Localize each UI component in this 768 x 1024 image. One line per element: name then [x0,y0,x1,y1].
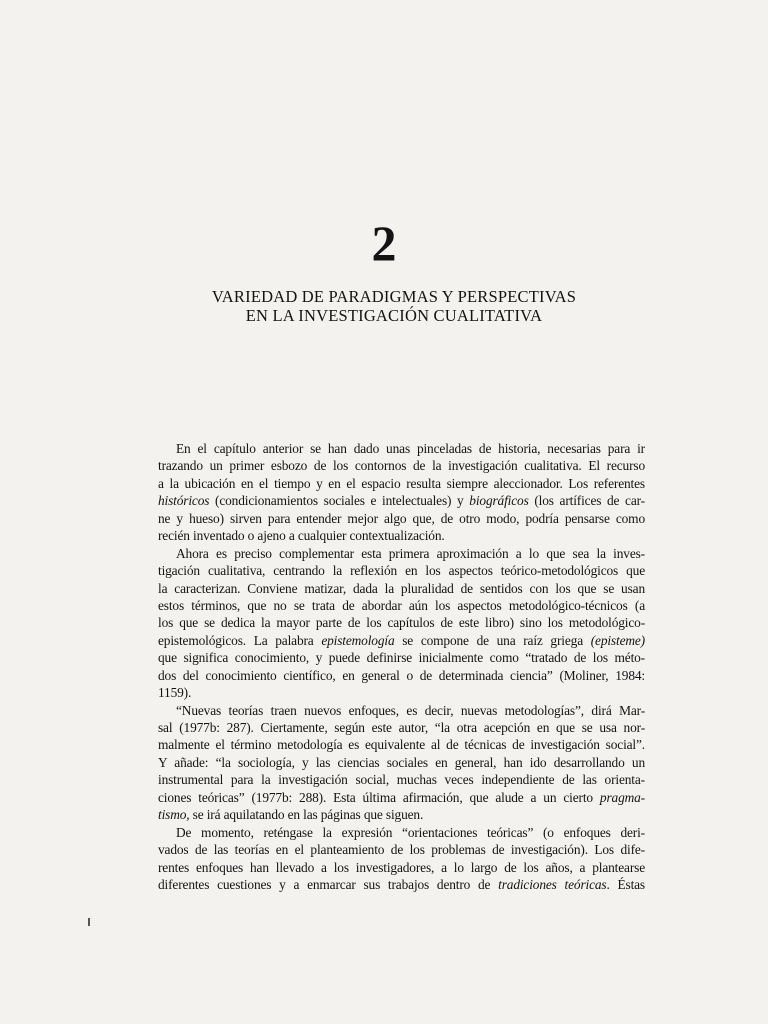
text-line [158,736,645,753]
text-line [158,824,645,841]
text-segment: sal (1977b: 287). Ciertamente, según este autor, “la otra acepción en que se usa nor- [158,720,645,735]
text-line [158,492,645,509]
body-text [158,440,645,893]
italic-text: tradiciones teóricas [498,876,607,892]
text-line [158,440,645,457]
text-segment: tigación cualitativa, centrando la reflexión en los aspectos teórico-metodológicos que [158,563,645,579]
text-line [158,580,645,597]
text-segment: instrumental para la investigación social, muchas veces independiente de las orienta- [158,772,645,788]
text-line [158,702,645,719]
text-line [158,841,645,858]
italic-text: pragma- [599,789,645,805]
italic-text: epistemología [321,632,395,648]
text-segment: (los artífices de car- [528,493,645,509]
text-line [158,771,645,788]
chapter-number: 2 [371,215,397,271]
text-segment: “Nuevas teorías traen nuevos enfoques, es decir, nuevas metodologías”, dirá Mar- [176,702,645,718]
text-segment: ne y hueso) sirven para entender mejor algo que, de otro modo, podría pensarse como [158,510,645,526]
text-segment: Ahora es preciso complementar esta primera aproximación a lo que sea la inves- [176,545,645,561]
text-line [158,719,645,736]
text-segment: (condicionamientos sociales e intelectuales) y [209,493,470,509]
text-segment: . Éstas [606,876,645,892]
italic-text: tismo, [158,807,190,823]
text-line [158,667,645,684]
text-line [158,597,645,614]
text-segment: a la ubicación en el tiempo y en el espacio resulta siempre aleccionador. Los referentes [158,475,645,491]
text-line [158,649,645,666]
text-segment: diferentes cuestiones y a enmarcar sus trabajos dentro de [158,876,499,892]
text-line [158,457,645,474]
text-segment: epistemológicos. La palabra [158,632,322,648]
text-segment: malmente el término metodología es equivalente al de técnicas de investigación social”. [158,737,645,753]
italic-text: biográficos [469,493,529,509]
chapter-title-line: VARIEDAD DE PARADIGMAS Y PERSPECTIVAS [211,287,577,306]
text-segment: que significa conocimiento, y puede definirse inicialmente como “tratado de los méto- [158,650,645,666]
chapter-title [0,287,768,325]
text-line [158,806,645,823]
text-line [158,789,645,806]
text-line [158,859,645,876]
text-line [158,545,645,562]
text-line [158,684,645,701]
text-segment: rentes enfoques han llevado a los investigadores, a lo largo de los años, a plantearse [158,859,645,875]
text-line [158,614,645,631]
text-line [158,632,645,649]
text-segment: recién inventado o ajeno a cualquier contextualización. [158,528,445,544]
text-segment: los que se dedica la mayor parte de los capítulos de este libro) sino los metodológico- [158,615,645,631]
text-line [158,475,645,492]
text-line [158,527,645,544]
text-line [158,876,645,893]
text-segment: Y añade: “la sociología, y las ciencias sociales en general, han ido desarrollando un [158,754,645,770]
text-segment: la caracterizan. Conviene matizar, dada la pluralidad de sentidos con los que se usan [158,580,645,596]
text-segment: se irá aquilatando en las páginas que siguen. [189,807,424,823]
text-segment: De momento, reténgase la expresión “orientaciones teóricas” (o enfoques deri- [176,824,645,840]
scan-mark [88,918,90,926]
chapter-title-line: EN LA INVESTIGACIÓN CUALITATIVA [245,306,543,325]
text-segment: 1159). [158,685,192,701]
text-line [158,562,645,579]
italic-text: históricos [158,493,210,509]
text-segment: estos términos, que no se trata de abordar aún los aspectos metodológico-técnicos (a [158,597,645,613]
text-segment: ciones teóricas” (1977b: 288). Esta última afirmación, que alude a un cierto [158,789,600,805]
text-segment: vados de las teorías en el planteamiento de los problemas de investigación). Los dife- [158,842,645,858]
text-segment: En el capítulo anterior se han dado unas pinceladas de historia, necesarias para ir [176,441,645,456]
italic-text: (episteme) [590,632,645,648]
text-line [158,754,645,771]
text-segment: se compone de una raíz griega [394,632,591,648]
text-segment: dos del conocimiento científico, en general o de determinada ciencia” (Moliner, 1984: [158,667,645,683]
text-segment: trazando un primer esbozo de los contornos de la investigación cualitativa. El recurso [158,458,645,474]
text-line [158,510,645,527]
